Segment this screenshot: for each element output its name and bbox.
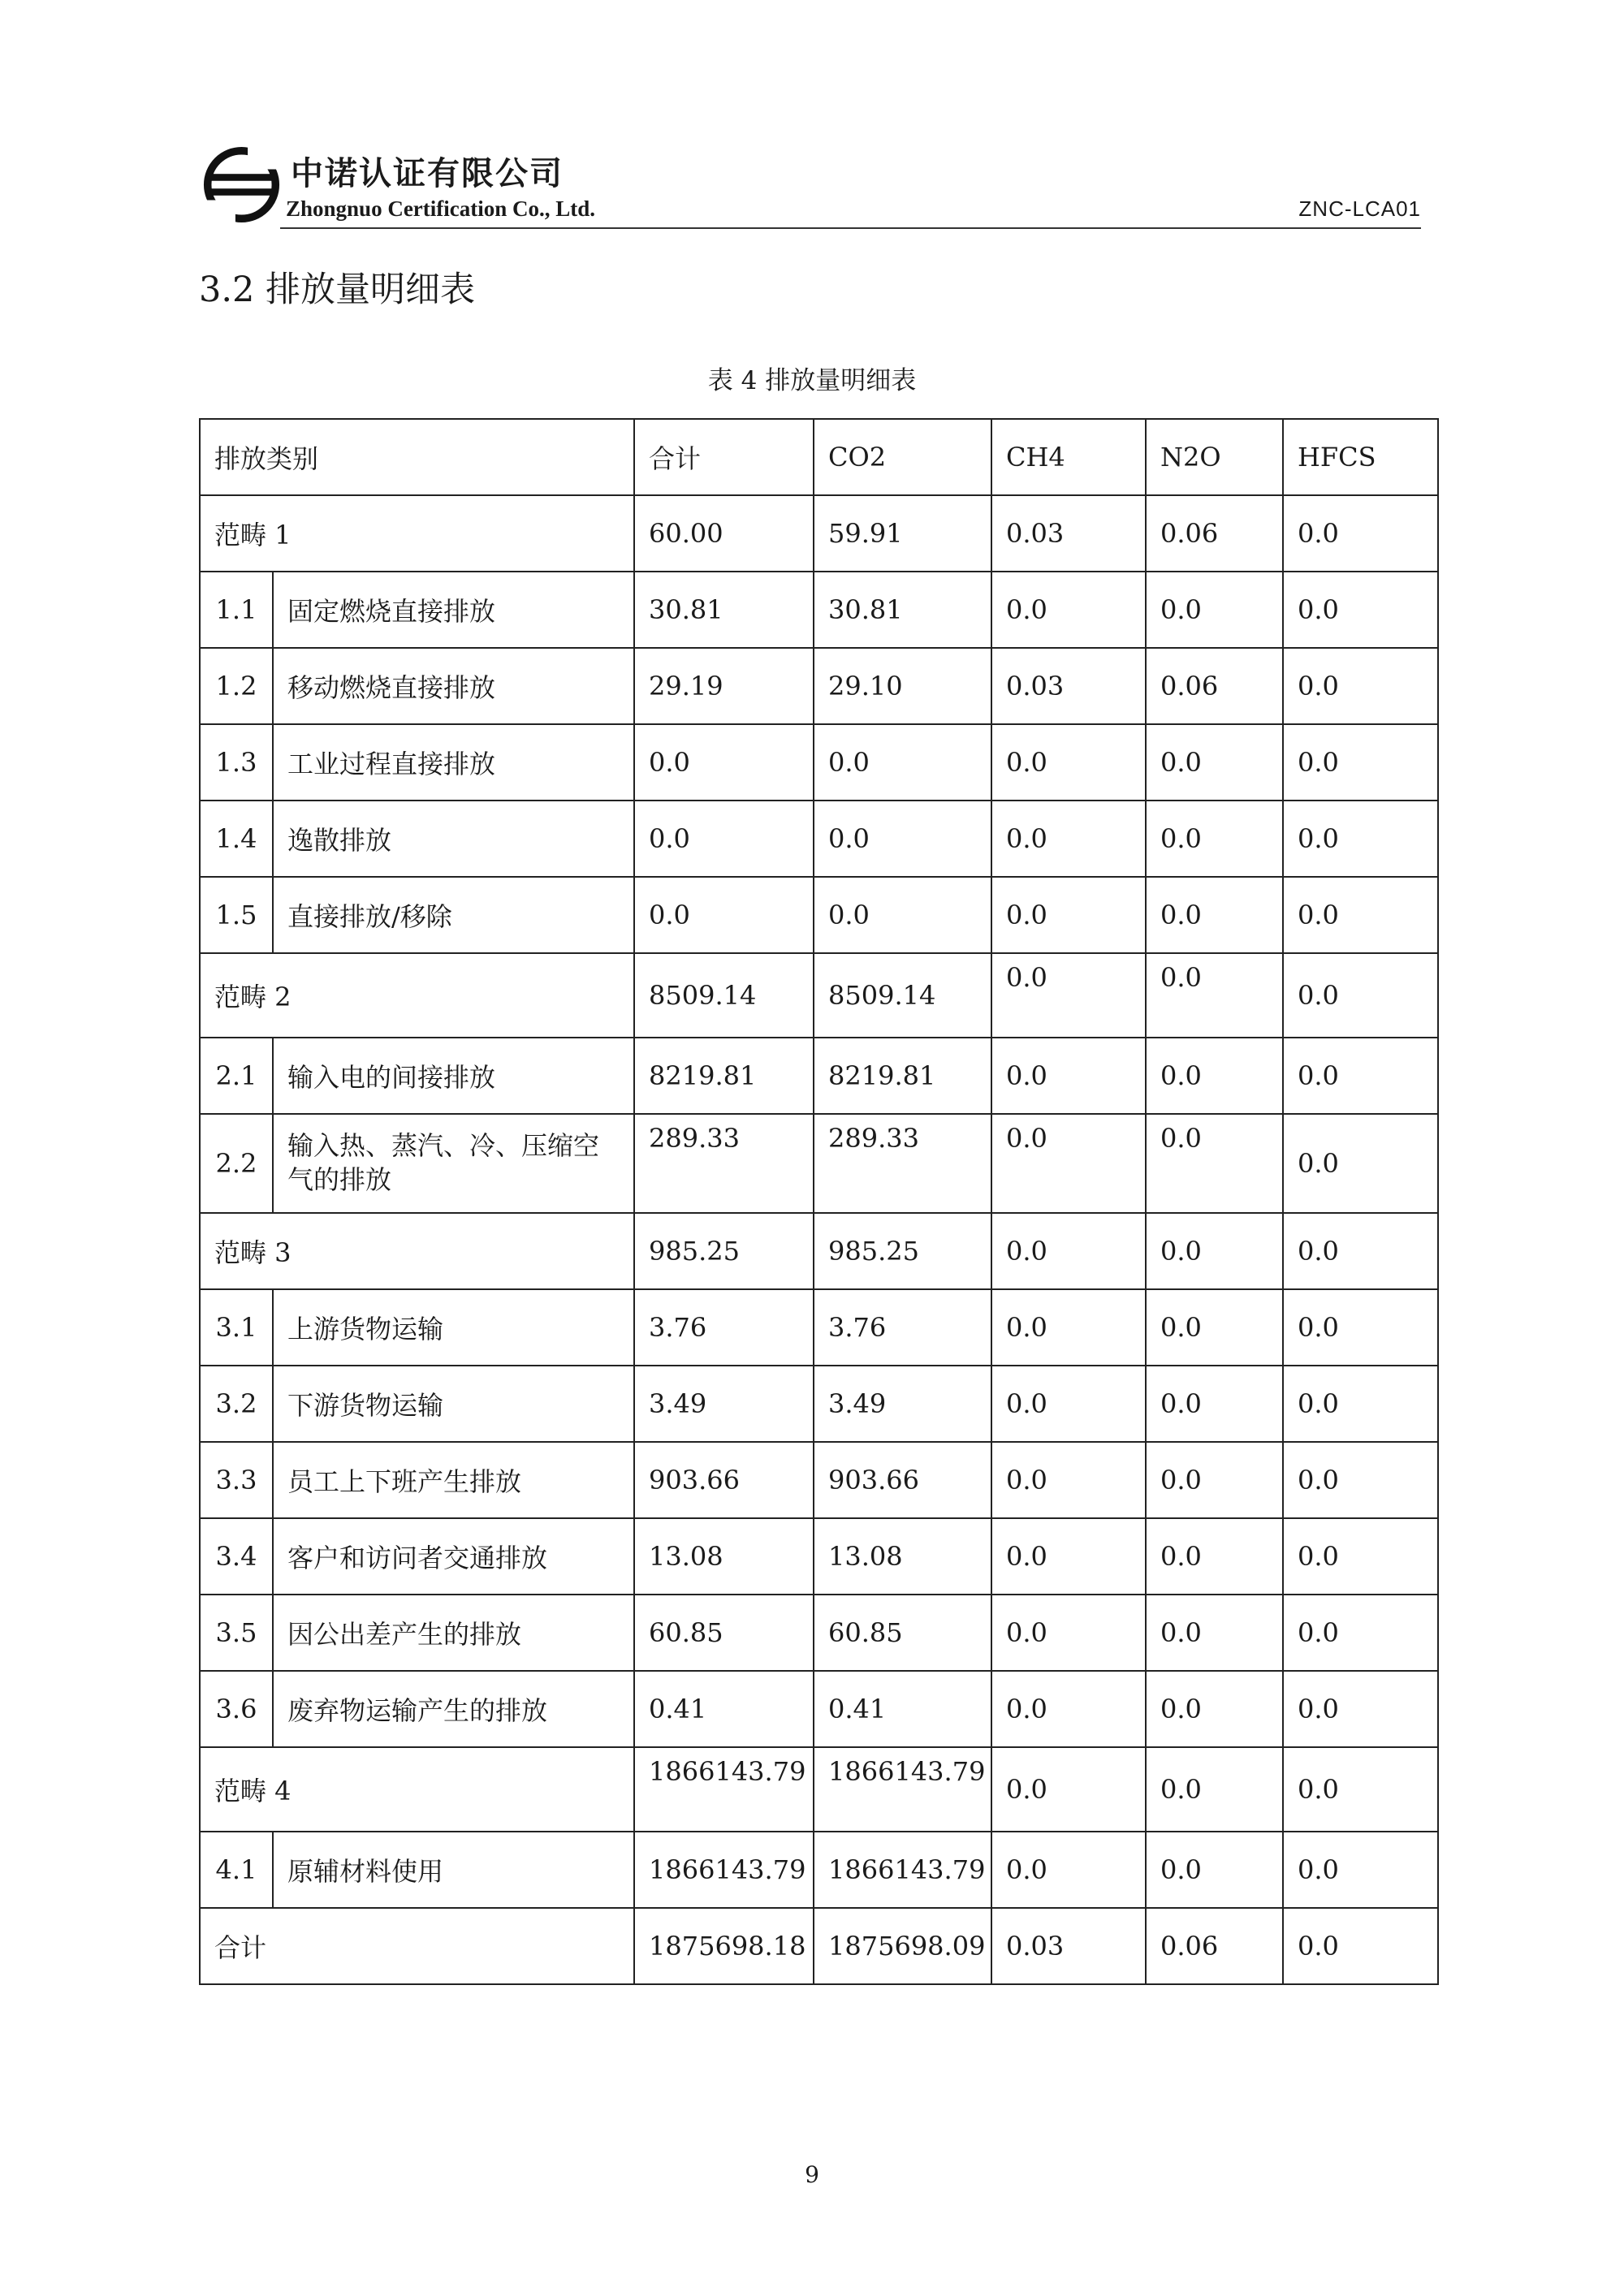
cell-total: 8219.81 [634,1038,814,1114]
cell-n2o: 0.0 [1146,1366,1283,1442]
scope-row [200,953,1438,1038]
table-row [200,1442,1438,1518]
cell-co2: 903.66 [814,1442,991,1518]
cell-n2o: 0.0 [1146,724,1283,801]
cell-hfcs: 0.0 [1283,1908,1438,1984]
row-code: 2.2 [200,1114,273,1213]
row-code: 1.1 [200,572,273,648]
row-label: 下游货物运输 [273,1366,634,1442]
cell-total: 3.76 [634,1289,814,1366]
row-code: 3.5 [200,1595,273,1671]
row-code: 1.3 [200,724,273,801]
cell-ch4: 0.03 [991,495,1146,572]
cell-hfcs: 0.0 [1283,1518,1438,1595]
row-label: 原辅材料使用 [273,1832,634,1908]
cell-n2o: 0.0 [1146,1114,1283,1213]
row-code: 3.1 [200,1289,273,1366]
cell-ch4: 0.0 [991,953,1146,1038]
page-number: 9 [805,2161,819,2188]
cell-ch4: 0.0 [991,1747,1146,1832]
cell-total: 29.19 [634,648,814,724]
cell-co2: 1866143.79 [814,1747,991,1832]
cell-co2: 0.0 [814,724,991,801]
cell-hfcs: 0.0 [1283,877,1438,953]
cell-n2o: 0.0 [1146,1518,1283,1595]
cell-n2o: 0.0 [1146,1595,1283,1671]
cell-ch4: 0.0 [991,1213,1146,1289]
table-row [200,1518,1438,1595]
cell-hfcs: 0.0 [1283,1366,1438,1442]
row-code: 3.4 [200,1518,273,1595]
cell-co2: 0.0 [814,877,991,953]
company-logo-icon [203,146,280,223]
header-n2o: N2O [1146,419,1283,495]
company-name-cn: 中诺认证有限公司 [291,154,564,192]
cell-ch4: 0.0 [991,1518,1146,1595]
cell-hfcs: 0.0 [1283,1832,1438,1908]
cell-co2: 13.08 [814,1518,991,1595]
cell-co2: 0.0 [814,801,991,877]
cell-total: 60.85 [634,1595,814,1671]
cell-total: 289.33 [634,1114,814,1213]
cell-total: 0.0 [634,877,814,953]
cell-n2o: 0.0 [1146,1442,1283,1518]
row-code: 3.2 [200,1366,273,1442]
table-row [200,1595,1438,1671]
table-row [200,1671,1438,1747]
cell-co2: 30.81 [814,572,991,648]
header-total: 合计 [634,419,814,495]
scope-label: 范畴 4 [200,1747,634,1832]
cell-ch4: 0.0 [991,801,1146,877]
cell-n2o: 0.0 [1146,877,1283,953]
cell-hfcs: 0.0 [1283,648,1438,724]
cell-ch4: 0.0 [991,1038,1146,1114]
row-label: 输入电的间接排放 [273,1038,634,1114]
scope-label: 范畴 2 [200,953,634,1038]
row-code: 3.3 [200,1442,273,1518]
cell-n2o: 0.06 [1146,495,1283,572]
row-code: 1.5 [200,877,273,953]
cell-ch4: 0.0 [991,572,1146,648]
emissions-table [199,418,1439,1985]
cell-n2o: 0.0 [1146,1213,1283,1289]
scope-label: 范畴 1 [200,495,634,572]
table-row [200,1832,1438,1908]
table-row [200,724,1438,801]
cell-ch4: 0.03 [991,1908,1146,1984]
cell-total: 0.41 [634,1671,814,1747]
row-label: 输入热、蒸汽、冷、压缩空气的排放 [273,1114,634,1213]
cell-n2o: 0.0 [1146,1832,1283,1908]
table-row [200,1289,1438,1366]
cell-ch4: 0.0 [991,877,1146,953]
cell-co2: 59.91 [814,495,991,572]
header-category: 排放类别 [200,419,634,495]
scope-label: 范畴 3 [200,1213,634,1289]
cell-n2o: 0.0 [1146,572,1283,648]
cell-n2o: 0.06 [1146,648,1283,724]
cell-total: 0.0 [634,801,814,877]
page-header [203,138,1421,235]
table-row [200,877,1438,953]
row-label: 员工上下班产生排放 [273,1442,634,1518]
cell-total: 903.66 [634,1442,814,1518]
cell-total: 8509.14 [634,953,814,1038]
cell-hfcs: 0.0 [1283,495,1438,572]
cell-ch4: 0.0 [991,724,1146,801]
cell-co2: 3.49 [814,1366,991,1442]
cell-n2o: 0.0 [1146,1671,1283,1747]
table-row [200,1038,1438,1114]
document-code: ZNC-LCA01 [1298,196,1421,221]
cell-ch4: 0.0 [991,1366,1146,1442]
header-co2: CO2 [814,419,991,495]
cell-hfcs: 0.0 [1283,1671,1438,1747]
cell-ch4: 0.0 [991,1114,1146,1213]
cell-hfcs: 0.0 [1283,1595,1438,1671]
grand-total-label: 合计 [200,1908,634,1984]
row-label: 工业过程直接排放 [273,724,634,801]
cell-hfcs: 0.0 [1283,572,1438,648]
header-hfcs: HFCS [1283,419,1438,495]
row-label: 直接排放/移除 [273,877,634,953]
row-label: 移动燃烧直接排放 [273,648,634,724]
cell-co2: 289.33 [814,1114,991,1213]
cell-ch4: 0.03 [991,648,1146,724]
cell-ch4: 0.0 [991,1595,1146,1671]
cell-total: 60.00 [634,495,814,572]
grand-total-row [200,1908,1438,1984]
header-divider [280,227,1421,229]
table-caption: 表 4 排放量明细表 [707,366,917,395]
cell-n2o: 0.0 [1146,1289,1283,1366]
cell-co2: 8509.14 [814,953,991,1038]
cell-total: 3.49 [634,1366,814,1442]
row-label: 固定燃烧直接排放 [273,572,634,648]
row-label: 废弃物运输产生的排放 [273,1671,634,1747]
cell-hfcs: 0.0 [1283,1114,1438,1213]
cell-hfcs: 0.0 [1283,1289,1438,1366]
cell-total: 0.0 [634,724,814,801]
cell-ch4: 0.0 [991,1832,1146,1908]
cell-total: 1866143.79 [634,1832,814,1908]
cell-hfcs: 0.0 [1283,1213,1438,1289]
cell-hfcs: 0.0 [1283,801,1438,877]
scope-row [200,495,1438,572]
table-row [200,1366,1438,1442]
row-code: 1.2 [200,648,273,724]
cell-ch4: 0.0 [991,1671,1146,1747]
cell-co2: 1875698.09 [814,1908,991,1984]
table-header-row [200,419,1438,495]
row-code: 1.4 [200,801,273,877]
cell-n2o: 0.0 [1146,1747,1283,1832]
cell-total: 1866143.79 [634,1747,814,1832]
cell-co2: 3.76 [814,1289,991,1366]
scope-row [200,1747,1438,1832]
table-row [200,648,1438,724]
cell-co2: 29.10 [814,648,991,724]
row-code: 2.1 [200,1038,273,1114]
cell-n2o: 0.0 [1146,801,1283,877]
cell-total: 985.25 [634,1213,814,1289]
cell-co2: 0.41 [814,1671,991,1747]
cell-hfcs: 0.0 [1283,724,1438,801]
row-code: 3.6 [200,1671,273,1747]
cell-hfcs: 0.0 [1283,1442,1438,1518]
cell-hfcs: 0.0 [1283,1747,1438,1832]
cell-co2: 8219.81 [814,1038,991,1114]
cell-ch4: 0.0 [991,1442,1146,1518]
section-title: 3.2 排放量明细表 [199,270,476,310]
cell-n2o: 0.06 [1146,1908,1283,1984]
cell-n2o: 0.0 [1146,1038,1283,1114]
table-row [200,572,1438,648]
cell-co2: 60.85 [814,1595,991,1671]
row-label: 客户和访问者交通排放 [273,1518,634,1595]
row-label: 因公出差产生的排放 [273,1595,634,1671]
company-name-en: Zhongnuo Certification Co., Ltd. [286,196,596,221]
header-ch4: CH4 [991,419,1146,495]
table-row [200,801,1438,877]
cell-co2: 1866143.79 [814,1832,991,1908]
cell-n2o: 0.0 [1146,953,1283,1038]
cell-hfcs: 0.0 [1283,953,1438,1038]
scope-row [200,1213,1438,1289]
cell-ch4: 0.0 [991,1289,1146,1366]
cell-total: 30.81 [634,572,814,648]
cell-co2: 985.25 [814,1213,991,1289]
row-label: 上游货物运输 [273,1289,634,1366]
cell-total: 13.08 [634,1518,814,1595]
table-row [200,1114,1438,1213]
row-code: 4.1 [200,1832,273,1908]
row-label: 逸散排放 [273,801,634,877]
cell-total: 1875698.18 [634,1908,814,1984]
cell-hfcs: 0.0 [1283,1038,1438,1114]
